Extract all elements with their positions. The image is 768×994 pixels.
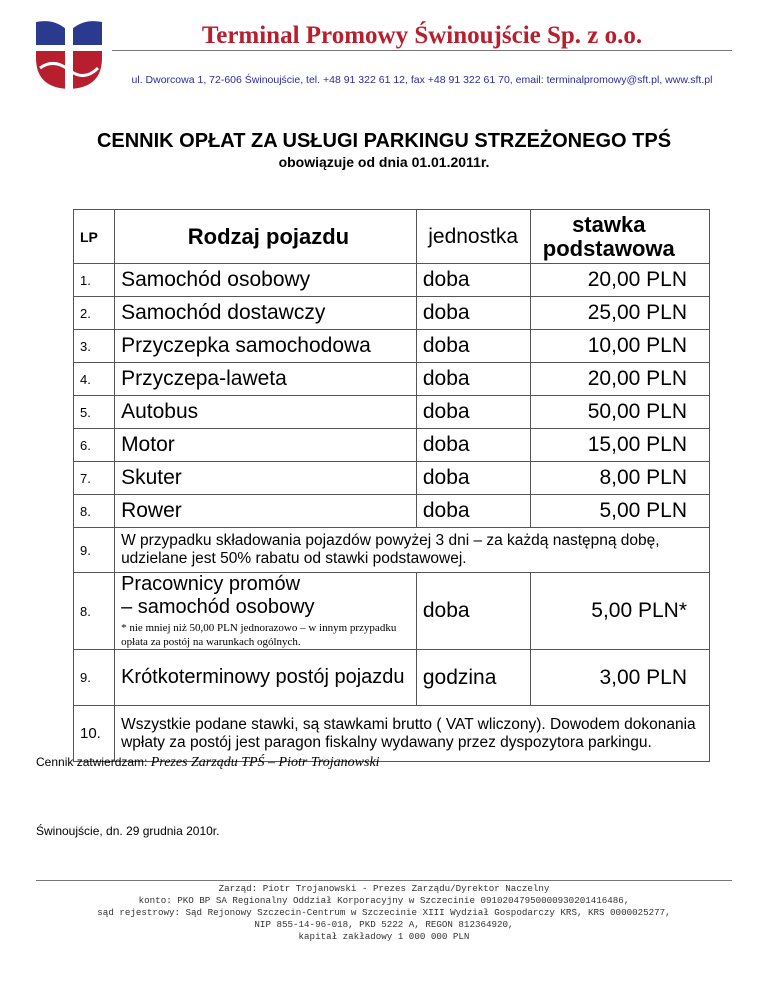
row-vehicle: Motor [115, 429, 417, 462]
table-row [74, 495, 710, 528]
row-vehicle: Przyczepa-laweta [115, 363, 417, 396]
header-lp: LP [74, 210, 115, 264]
row-lp: 3. [74, 330, 115, 363]
price-table [73, 209, 710, 762]
document-title: CENNIK OPŁAT ZA USŁUGI PARKINGU STRZEŻONEGO TPŚ [96, 130, 672, 152]
footer-line: Zarząd: Piotr Trojanowski - Prezes Zarządu/Dyrektor Naczelny [218, 883, 550, 894]
row-unit: doba [416, 363, 530, 396]
row-lp: 10. [74, 706, 115, 762]
row-lp: 8. [74, 495, 115, 528]
table-row [74, 297, 710, 330]
table-row [74, 396, 710, 429]
table-row [74, 462, 710, 495]
table-row [74, 330, 710, 363]
row-rate: 20,00 PLN [530, 264, 709, 297]
row-lp: 1. [74, 264, 115, 297]
row-lp: 5. [74, 396, 115, 429]
row-rate: 5,00 PLN [530, 495, 709, 528]
header-divider [112, 50, 732, 51]
workers-footnote: * nie mniej niż 50,00 PLN jednorazowo – w innym przypadku opłata za postój na warunkach ogólnych. [121, 622, 397, 648]
row-unit: doba [416, 297, 530, 330]
row-unit: doba [416, 462, 530, 495]
row-vehicle [115, 573, 417, 650]
row-lp: 4. [74, 363, 115, 396]
row-rate: 8,00 PLN [530, 462, 709, 495]
row-lp: 8. [74, 573, 115, 650]
row-unit: doba [416, 495, 530, 528]
header-rate-line1: stawka [572, 211, 646, 237]
company-footer [0, 883, 768, 943]
ferry-workers-row [74, 573, 710, 650]
row-lp: 9. [74, 528, 115, 573]
place-and-date: Świnoujście, dn. 29 grudnia 2010r. [36, 824, 220, 838]
row-rate: 3,00 PLN [530, 650, 709, 706]
footer-line: konto: PKO BP SA Regionalny Oddział Korporacyjny w Szczecinie 09102047950000930201416486, [138, 895, 630, 906]
company-logo [34, 18, 104, 90]
footer-divider [36, 880, 732, 881]
final-note-row [74, 706, 710, 762]
row-unit: doba [416, 429, 530, 462]
approval-signer: Prezes Zarządu TPŚ – Piotr Trojanowski [150, 755, 380, 770]
row-vehicle: Rower [115, 495, 417, 528]
row-lp: 2. [74, 297, 115, 330]
row-vehicle: Skuter [115, 462, 417, 495]
header-unit: jednostka [416, 210, 530, 264]
row-unit: doba [416, 330, 530, 363]
company-address: ul. Dworcowa 1, 72-606 Świnoujście, tel. +48 91 322 61 12, fax +48 91 322 61 70, email: terminalpromowy@sft.pl, www.sft.pl [131, 74, 713, 86]
approval-line [36, 755, 380, 771]
footer-line: NIP 855-14-96-018, PKD 5222 A, REGON 812364920, [254, 919, 514, 930]
row-rate: 20,00 PLN [530, 363, 709, 396]
row-rate: 50,00 PLN [530, 396, 709, 429]
row-unit: godzina [416, 650, 530, 706]
row-vehicle: Krótkoterminowy postój pojazdu [115, 650, 417, 706]
footer-line: kapitał zakładowy 1 000 000 PLN [298, 931, 470, 942]
row-unit: doba [416, 264, 530, 297]
final-note: Wszystkie podane stawki, są stawkami brutto ( VAT wliczony). Dowodem dokonania wpłaty za postój jest paragon fiskalny wydawany przez dyspozytora parkingu. [115, 706, 710, 762]
row-vehicle: Autobus [115, 396, 417, 429]
row-lp: 7. [74, 462, 115, 495]
table-header-row [74, 210, 710, 264]
row-unit: doba [416, 396, 530, 429]
row-vehicle: Przyczepka samochodowa [115, 330, 417, 363]
row-vehicle: Samochód dostawczy [115, 297, 417, 330]
row-rate: 10,00 PLN [530, 330, 709, 363]
discount-note: W przypadku składowania pojazdów powyżej 3 dni – za każdą następną dobę, udzielane jest 50% rabatu od stawki podstawowej. [115, 528, 710, 573]
table-row [74, 264, 710, 297]
table-row [74, 363, 710, 396]
footer-line: sąd rejestrowy: Sąd Rejonowy Szczecin-Centrum w Szczecinie XIII Wydział Gospodarczy KRS, KRS 0000025277, [97, 907, 671, 918]
row-unit: doba [416, 573, 530, 650]
workers-line1: Pracownicy promów [121, 573, 301, 595]
row-lp: 6. [74, 429, 115, 462]
header-base-rate [530, 210, 709, 264]
short-stay-row [74, 650, 710, 706]
approval-label: Cennik zatwierdzam: [36, 755, 148, 769]
row-lp: 9. [74, 650, 115, 706]
table-row [74, 429, 710, 462]
discount-note-row [74, 528, 710, 573]
row-vehicle: Samochód osobowy [115, 264, 417, 297]
row-rate: 25,00 PLN [530, 297, 709, 330]
company-name: Terminal Promowy Świnoujście Sp. z o.o. [201, 22, 643, 49]
header-vehicle-type: Rodzaj pojazdu [115, 210, 417, 264]
row-rate: 5,00 PLN* [530, 573, 709, 650]
row-rate: 15,00 PLN [530, 429, 709, 462]
document-subtitle: obowiązuje od dnia 01.01.2011r. [278, 154, 490, 170]
workers-line2: – samochód osobowy [121, 596, 315, 618]
header-rate-line2: podstawowa [542, 235, 675, 261]
